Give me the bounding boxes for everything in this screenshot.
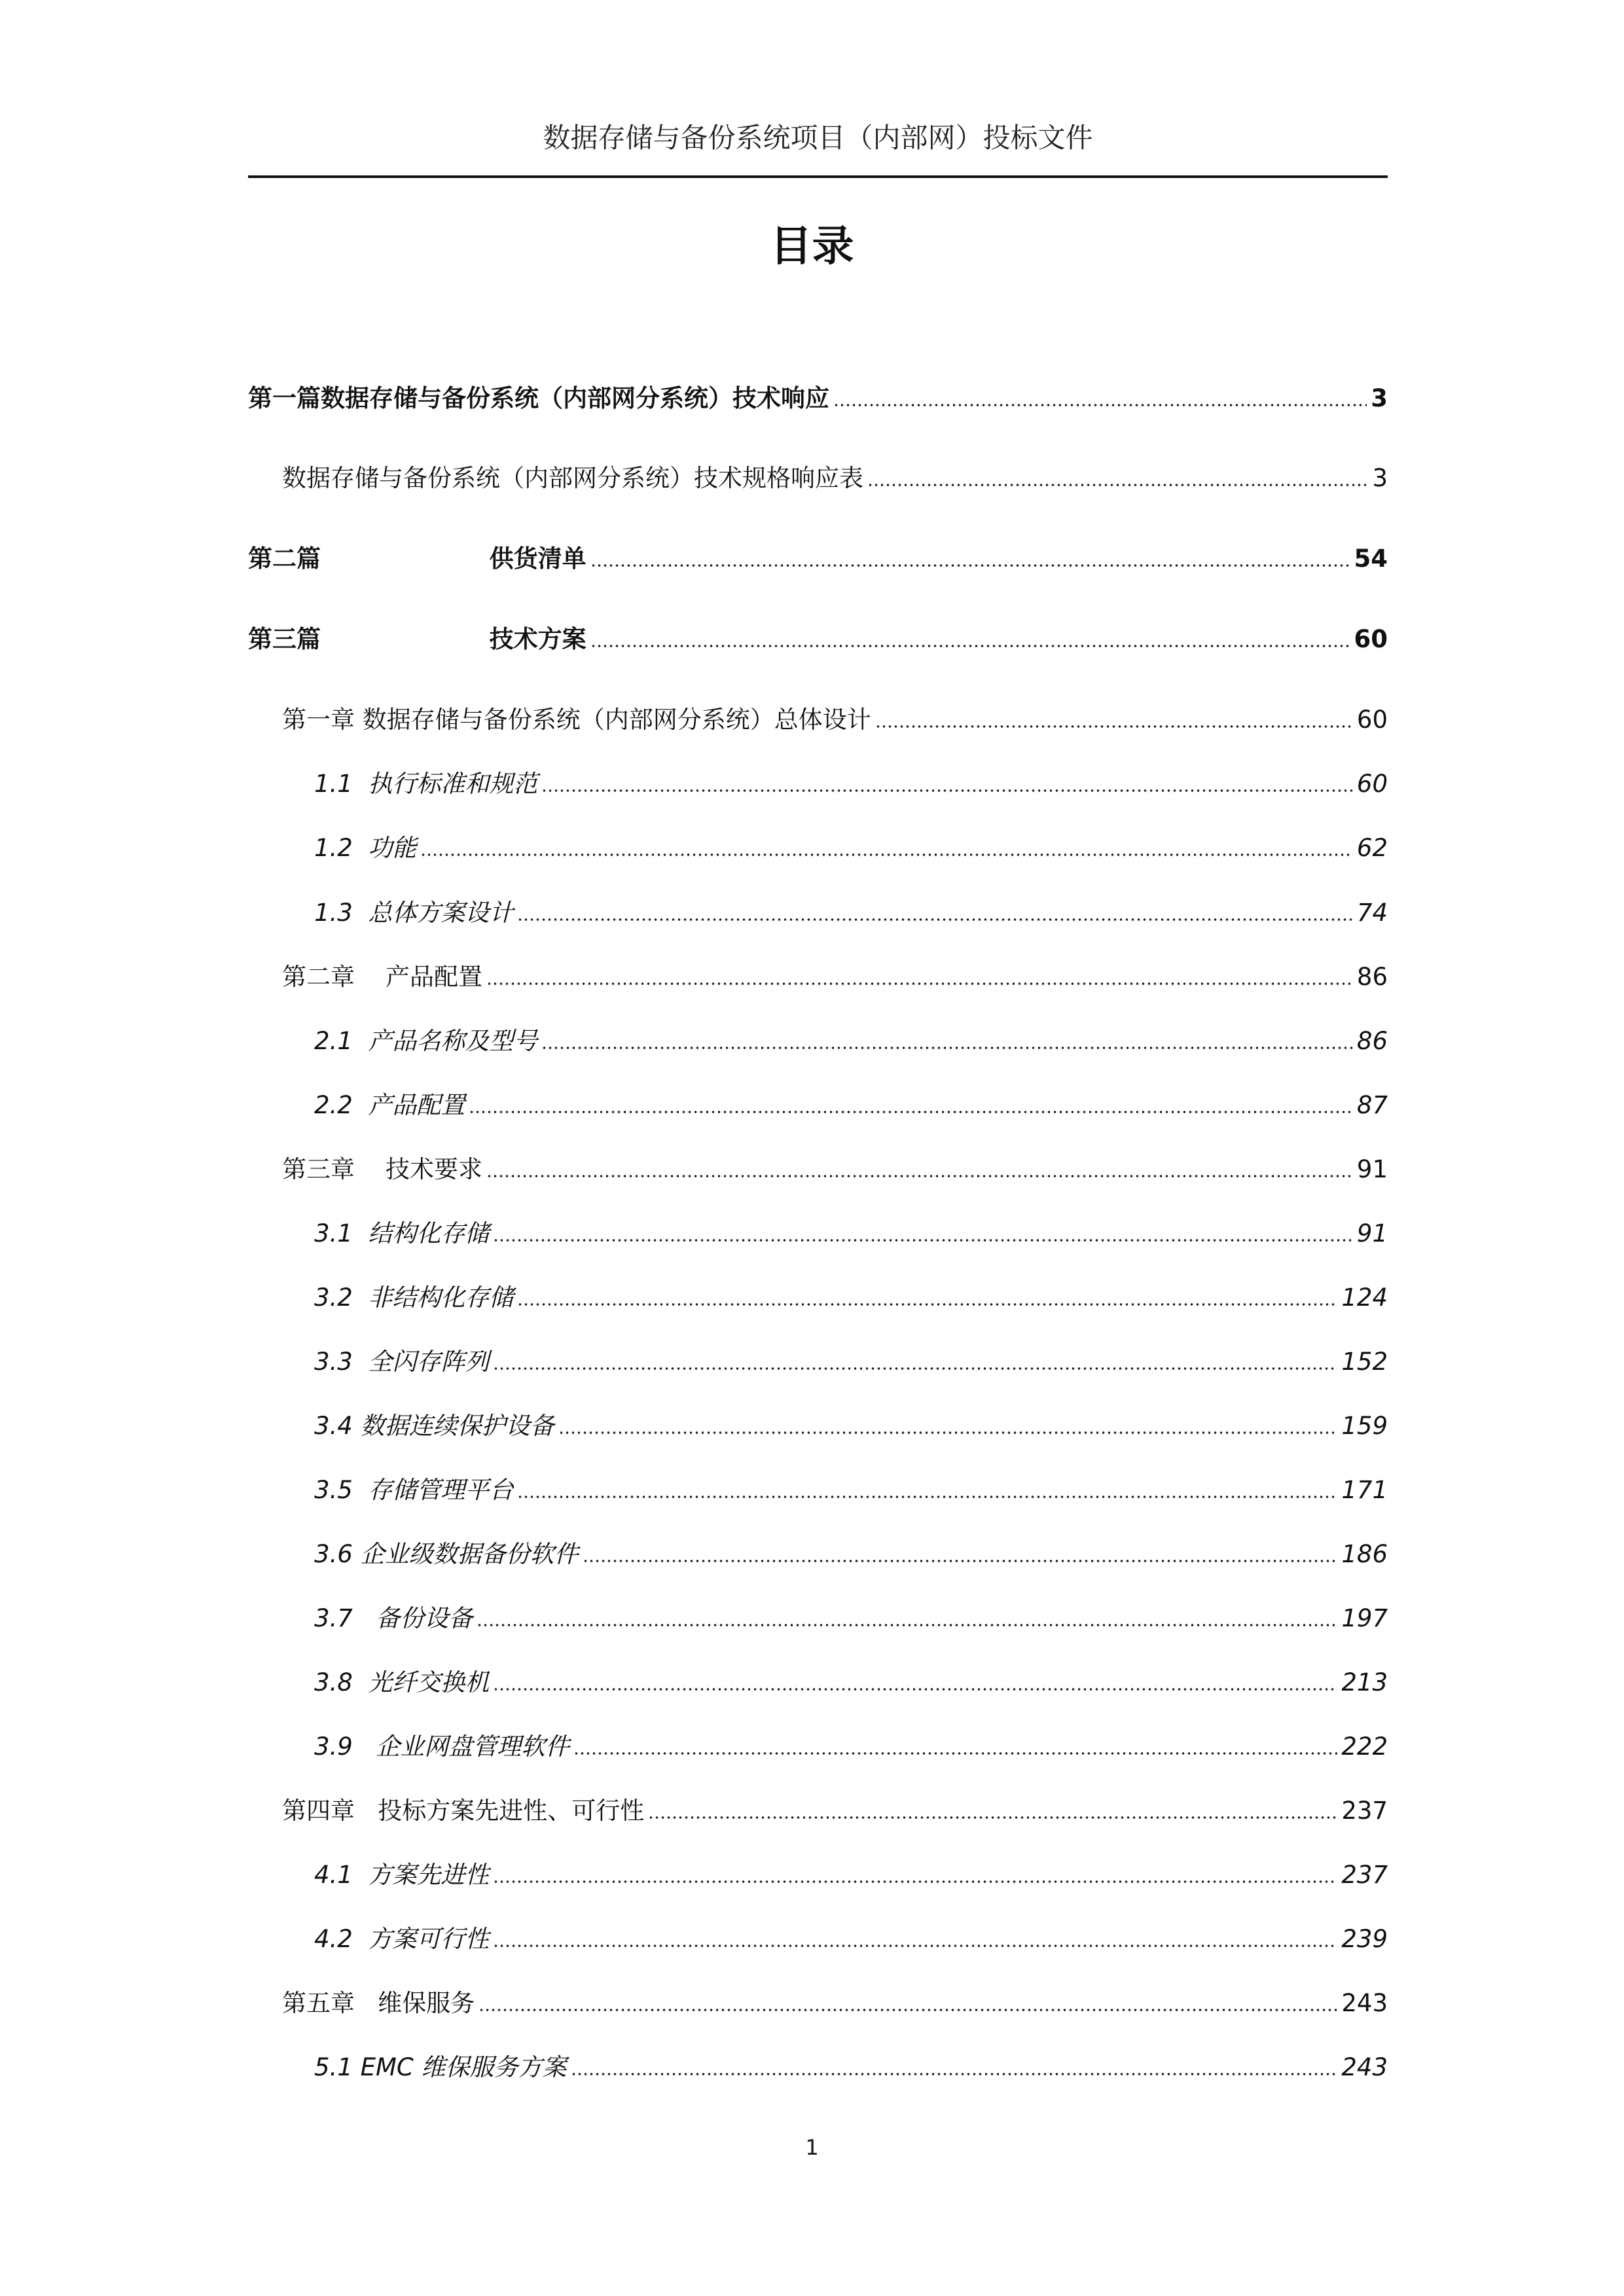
toc-entry-label: 第二章 产品配置 bbox=[282, 963, 483, 991]
dot-leader bbox=[420, 853, 1353, 857]
toc-entry[interactable] bbox=[282, 705, 1388, 735]
toc-entry-label: 3.5 存储管理平台 bbox=[314, 1476, 514, 1504]
toc-entry[interactable] bbox=[314, 1539, 1388, 1570]
dot-leader bbox=[486, 1174, 1353, 1178]
toc-entry-page: 60 bbox=[1354, 625, 1388, 653]
dot-leader bbox=[590, 564, 1350, 567]
toc-entry-label: 3.6 企业级数据备份软件 bbox=[314, 1540, 579, 1568]
dot-leader bbox=[541, 1046, 1353, 1050]
toc-entry[interactable] bbox=[314, 1475, 1388, 1505]
dot-leader bbox=[477, 1623, 1337, 1627]
header-divider bbox=[248, 175, 1388, 178]
toc-entry-page: 237 bbox=[1341, 1861, 1388, 1889]
toc-entry-page: 243 bbox=[1341, 2053, 1388, 2081]
dot-leader bbox=[590, 644, 1350, 648]
toc-entry-label: 3.7 备份设备 bbox=[314, 1604, 473, 1632]
dot-leader bbox=[493, 1238, 1353, 1242]
toc-entry-page: 54 bbox=[1354, 545, 1388, 573]
toc-entry-label: 第一章 数据存储与备份系统（内部网分系统）总体设计 bbox=[282, 706, 871, 734]
toc-entry-page: 86 bbox=[1356, 1027, 1388, 1055]
dot-leader bbox=[493, 1944, 1337, 1948]
toc-entry-label: 1.2 功能 bbox=[314, 834, 417, 862]
dot-leader bbox=[867, 483, 1368, 487]
toc-entry-label: 2.1 产品名称及型号 bbox=[314, 1027, 538, 1055]
dot-leader bbox=[558, 1431, 1338, 1435]
dot-leader bbox=[517, 1302, 1337, 1306]
dot-leader bbox=[541, 789, 1353, 793]
page-number: 1 bbox=[805, 2135, 819, 2160]
dot-leader bbox=[833, 403, 1367, 407]
toc-entry[interactable] bbox=[314, 1411, 1388, 1441]
toc-entry-page: 74 bbox=[1356, 899, 1388, 927]
toc-entry[interactable] bbox=[314, 1219, 1388, 1249]
toc-entry-page: 91 bbox=[1356, 1155, 1388, 1183]
toc-entry-label: 第三章 技术要求 bbox=[282, 1155, 483, 1183]
toc-entry[interactable] bbox=[282, 962, 1388, 992]
toc-entry[interactable] bbox=[314, 898, 1388, 928]
dot-leader bbox=[573, 1751, 1337, 1755]
toc-entry-page: 152 bbox=[1341, 1348, 1388, 1376]
dot-leader bbox=[486, 982, 1353, 986]
toc-entry-page: 237 bbox=[1341, 1797, 1388, 1825]
toc-entry-page: 222 bbox=[1341, 1732, 1388, 1761]
toc-entry-page: 62 bbox=[1356, 834, 1388, 862]
toc-entry-page: 186 bbox=[1341, 1540, 1388, 1568]
dot-leader bbox=[493, 1880, 1337, 1884]
toc-entry-label: 4.2 方案可行性 bbox=[314, 1925, 490, 1953]
toc-entry-label: 5.1 EMC 维保服务方案 bbox=[314, 2053, 567, 2081]
toc-title: 目录 bbox=[770, 223, 854, 271]
toc-entry[interactable] bbox=[282, 1796, 1388, 1826]
dot-leader bbox=[493, 1367, 1337, 1371]
toc-entry-label: 第三篇 技术方案 bbox=[248, 625, 586, 653]
toc-entry[interactable] bbox=[314, 833, 1388, 863]
toc-entry[interactable] bbox=[314, 1604, 1388, 1634]
toc-entry-label: 3.2 非结构化存储 bbox=[314, 1283, 514, 1312]
dot-leader bbox=[469, 1110, 1353, 1114]
toc-entry[interactable] bbox=[314, 769, 1388, 799]
toc-entry-label: 第二篇 供货清单 bbox=[248, 545, 586, 573]
dot-leader bbox=[517, 918, 1353, 922]
toc-entry-label: 3.8 光纤交换机 bbox=[314, 1668, 490, 1696]
toc-entry-label: 1.3 总体方案设计 bbox=[314, 899, 514, 927]
toc-entry-page: 3 bbox=[1371, 384, 1388, 412]
dot-leader bbox=[875, 725, 1353, 728]
toc-entry-page: 171 bbox=[1341, 1476, 1388, 1504]
dot-leader bbox=[583, 1559, 1338, 1563]
toc-entry-label: 3.3 全闪存阵列 bbox=[314, 1348, 490, 1376]
toc-entry-label: 1.1 执行标准和规范 bbox=[314, 770, 538, 798]
toc-entry-page: 87 bbox=[1356, 1091, 1388, 1119]
toc-entry-label: 数据存储与备份系统（内部网分系统）技术规格响应表 bbox=[282, 464, 863, 492]
toc-entry-page: 239 bbox=[1341, 1925, 1388, 1953]
toc-entry[interactable] bbox=[314, 2053, 1388, 2083]
toc-entry[interactable] bbox=[314, 1668, 1388, 1698]
toc-entry[interactable] bbox=[314, 1924, 1388, 1954]
dot-leader bbox=[571, 2072, 1338, 2076]
toc-entry-page: 124 bbox=[1341, 1283, 1388, 1312]
toc-entry-page: 159 bbox=[1341, 1412, 1388, 1440]
toc-entry-label: 2.2 产品配置 bbox=[314, 1091, 465, 1119]
toc-entry-page: 243 bbox=[1341, 1989, 1388, 2017]
dot-leader bbox=[493, 1687, 1337, 1691]
toc-entry-label: 3.4 数据连续保护设备 bbox=[314, 1412, 554, 1440]
toc-entry-label: 3.9 企业网盘管理软件 bbox=[314, 1732, 570, 1761]
toc-entry-page: 197 bbox=[1341, 1604, 1388, 1632]
toc-entry[interactable] bbox=[282, 463, 1388, 493]
toc-entry-page: 60 bbox=[1356, 706, 1388, 734]
toc-entry[interactable] bbox=[248, 544, 1388, 574]
toc-entry[interactable] bbox=[314, 1860, 1388, 1890]
toc-entry[interactable] bbox=[248, 624, 1388, 655]
toc-entry-page: 91 bbox=[1356, 1219, 1388, 1247]
toc-entry-page: 213 bbox=[1341, 1668, 1388, 1696]
toc-entry[interactable] bbox=[314, 1090, 1388, 1121]
toc-entry[interactable] bbox=[248, 384, 1388, 414]
toc-entry[interactable] bbox=[314, 1347, 1388, 1377]
toc-entry-page: 3 bbox=[1372, 464, 1388, 492]
toc-entry[interactable] bbox=[282, 1155, 1388, 1185]
document-header: 数据存储与备份系统项目（内部网）投标文件 bbox=[543, 122, 1093, 154]
toc-entry[interactable] bbox=[314, 1283, 1388, 1313]
dot-leader bbox=[648, 1816, 1337, 1820]
toc-entry-label: 第五章 维保服务 bbox=[282, 1989, 475, 2017]
toc-entry[interactable] bbox=[314, 1732, 1388, 1762]
toc-entry-label: 第四章 投标方案先进性、可行性 bbox=[282, 1797, 645, 1825]
dot-leader bbox=[478, 2008, 1337, 2012]
toc-entry[interactable] bbox=[282, 1988, 1388, 2018]
toc-entry-page: 60 bbox=[1356, 770, 1388, 798]
toc-entry-page: 86 bbox=[1356, 963, 1388, 991]
dot-leader bbox=[517, 1495, 1337, 1499]
toc-entry-label: 3.1 结构化存储 bbox=[314, 1219, 490, 1247]
toc-entry[interactable] bbox=[314, 1026, 1388, 1056]
toc-entry-label: 4.1 方案先进性 bbox=[314, 1861, 490, 1889]
toc-entry-label: 第一篇数据存储与备份系统（内部网分系统）技术响应 bbox=[248, 384, 829, 412]
